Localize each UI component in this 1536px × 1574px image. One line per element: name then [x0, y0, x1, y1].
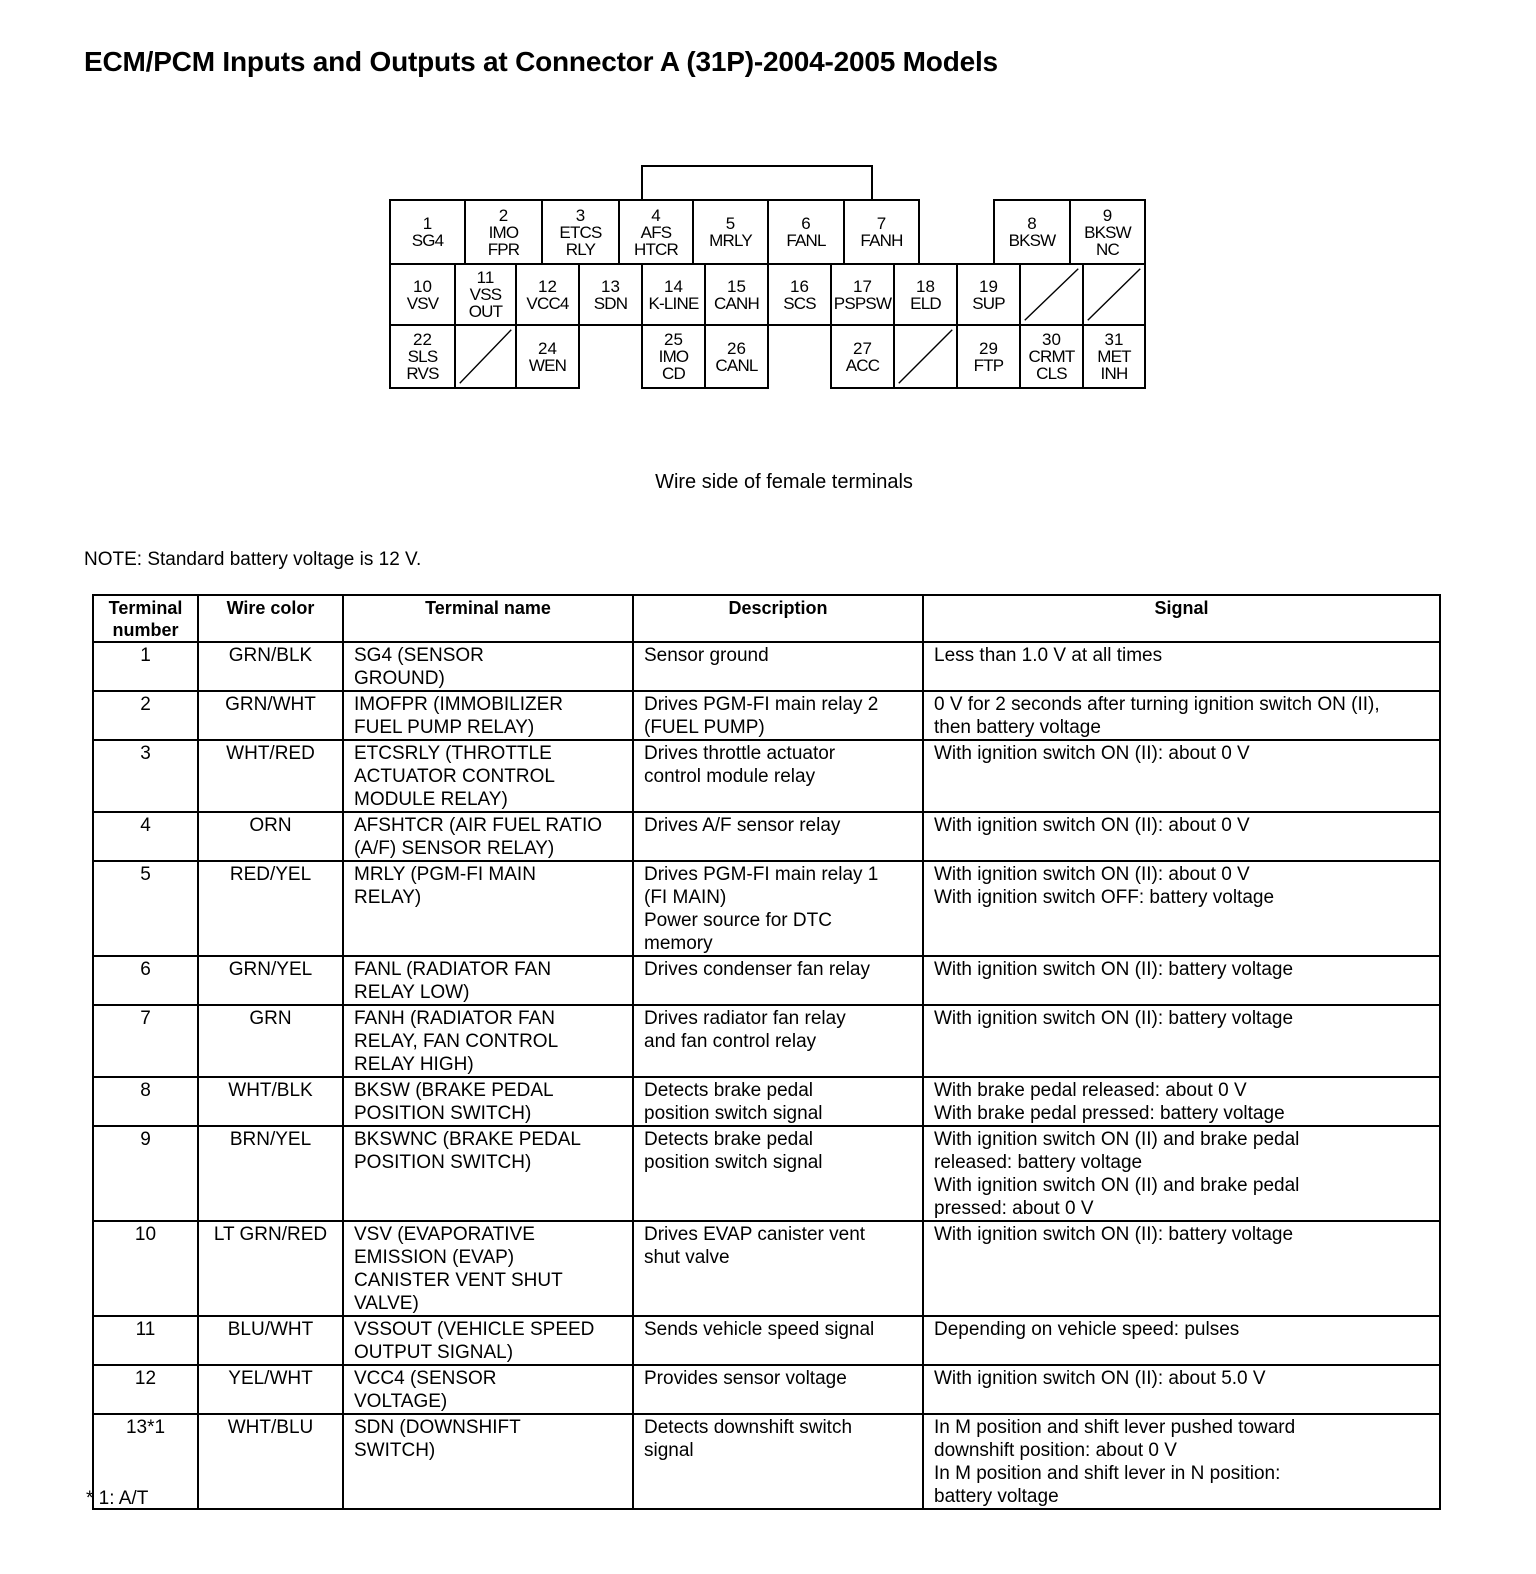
wire-color-cell: WHT/RED [198, 740, 343, 812]
signal-cell: With ignition switch ON (II): about 0 V With ignition switch OFF: battery voltage [923, 861, 1440, 956]
terminal-number-cell: 3 [93, 740, 198, 812]
connector-pin-10 [389, 263, 456, 326]
page-title: ECM/PCM Inputs and Outputs at Connector A (31P)-2004-2005 Models [84, 46, 998, 77]
table-row [93, 956, 1440, 1005]
pin-label: CANH [714, 293, 759, 313]
terminal-name-cell: BKSWNC (BRAKE PEDAL POSITION SWITCH) [343, 1126, 633, 1221]
pin-label: BKSW NC [1084, 222, 1131, 259]
pin-number: 6 [801, 214, 811, 233]
wire-color-cell: GRN [198, 1005, 343, 1077]
terminal-number-cell: 1 [93, 642, 198, 691]
terminal-name-cell: FANL (RADIATOR FAN RELAY LOW) [343, 956, 633, 1005]
connector-pin-26 [704, 324, 769, 389]
connector-pin-31 [1082, 324, 1146, 389]
pin-number: 27 [853, 338, 872, 358]
wire-color-cell: GRN/WHT [198, 691, 343, 740]
connector-pin-13 [578, 263, 643, 326]
wire-color-cell: LT GRN/RED [198, 1221, 343, 1316]
pin-label: FANH [860, 231, 903, 250]
description-cell: Drives condenser fan relay [633, 956, 923, 1005]
terminal-number-cell: 4 [93, 812, 198, 861]
terminal-name-cell: SDN (DOWNSHIFT SWITCH) [343, 1414, 633, 1509]
signal-cell: With ignition switch ON (II): battery voltage [923, 1221, 1440, 1316]
empty-slot-slash-icon [895, 326, 956, 387]
table-row [93, 1077, 1440, 1126]
wire-color-cell: BLU/WHT [198, 1316, 343, 1365]
terminal-number-cell: 10 [93, 1221, 198, 1316]
description-cell: Drives throttle actuator control module relay [633, 740, 923, 812]
table-row [93, 1316, 1440, 1365]
connector-pin-6 [767, 199, 845, 265]
terminal-number-cell: 6 [93, 956, 198, 1005]
wire-color-cell: BRN/YEL [198, 1126, 343, 1221]
terminal-name-cell: BKSW (BRAKE PEDAL POSITION SWITCH) [343, 1077, 633, 1126]
terminal-name-cell: VCC4 (SENSOR VOLTAGE) [343, 1365, 633, 1414]
description-cell: Sends vehicle speed signal [633, 1316, 923, 1365]
wire-color-cell: YEL/WHT [198, 1365, 343, 1414]
terminal-number-cell: 5 [93, 861, 198, 956]
connector-pin-19 [956, 263, 1021, 326]
pin-number: 4 [651, 205, 661, 225]
description-cell: Sensor ground [633, 642, 923, 691]
connector-pin-28-empty [893, 324, 958, 389]
connector-pin-17 [830, 263, 895, 326]
pin-number: 25 [664, 330, 683, 349]
pin-number: 3 [575, 205, 586, 225]
battery-voltage-note: NOTE: Standard battery voltage is 12 V. [84, 549, 422, 570]
pin-number: 2 [498, 205, 509, 225]
connector-caption: Wire side of female terminals [655, 471, 913, 493]
terminal-name-cell: ETCSRLY (THROTTLE ACTUATOR CONTROL MODULE RELAY) [343, 740, 633, 812]
terminal-table [92, 594, 1441, 1510]
connector-pin-29 [956, 324, 1021, 389]
description-cell: Drives A/F sensor relay [633, 812, 923, 861]
connector-pin-7 [843, 199, 920, 265]
connector-pin-24 [515, 324, 580, 389]
connector-pin-14 [641, 263, 706, 326]
pin-label: SDN [593, 293, 628, 313]
description-cell: Drives PGM-FI main relay 2 (FUEL PUMP) [633, 691, 923, 740]
table-row [93, 861, 1440, 956]
description-cell: Detects downshift switch signal [633, 1414, 923, 1509]
pin-label: SLS RVS [406, 347, 439, 383]
connector-key-tab [641, 165, 873, 201]
connector-pin-15 [704, 263, 769, 326]
table-row [93, 1126, 1440, 1221]
pin-label: IMO CD [658, 347, 689, 383]
pin-label: SG4 [411, 231, 444, 250]
table-row [93, 812, 1440, 861]
terminal-number-cell: 7 [93, 1005, 198, 1077]
pin-label: WEN [528, 355, 567, 375]
terminal-number-cell: 2 [93, 691, 198, 740]
pin-label: ELD [910, 293, 941, 313]
pin-label: VCC4 [526, 293, 569, 313]
pin-number: 16 [790, 276, 809, 296]
description-cell: Drives EVAP canister vent shut valve [633, 1221, 923, 1316]
pin-label: FANL [786, 231, 826, 250]
pin-label: MET INH [1097, 347, 1131, 383]
wire-color-cell: WHT/BLU [198, 1414, 343, 1509]
description-cell: Drives radiator fan relay and fan control relay [633, 1005, 923, 1077]
connector-pin-18 [893, 263, 958, 326]
pin-label: ETCS RLY [559, 222, 602, 259]
table-row [93, 1414, 1440, 1509]
header-description: Description [633, 595, 923, 642]
connector-diagram [0, 0, 1536, 420]
connector-pin-11 [454, 263, 517, 326]
pin-number: 14 [664, 276, 683, 296]
signal-cell: With ignition switch ON (II): about 0 V [923, 740, 1440, 812]
pin-number: 7 [876, 214, 887, 233]
header-terminal-number: Terminal number [93, 595, 198, 642]
connector-pin-2 [464, 199, 543, 265]
pin-number: 17 [853, 276, 872, 296]
table-row [93, 1221, 1440, 1316]
wire-color-cell: GRN/YEL [198, 956, 343, 1005]
signal-cell: In M position and shift lever pushed toward downshift position: about 0 V In M position and shift lever in N position: battery voltage [923, 1414, 1440, 1509]
wire-color-cell: ORN [198, 812, 343, 861]
pin-number: 31 [1104, 330, 1124, 349]
connector-pin-16 [767, 263, 832, 326]
connector-pin-30 [1019, 324, 1084, 389]
terminal-name-cell: IMOFPR (IMMOBILIZER FUEL PUMP RELAY) [343, 691, 633, 740]
header-wire-color: Wire color [198, 595, 343, 642]
table-header-row [93, 595, 1440, 642]
pin-label: FTP [973, 355, 1004, 375]
wire-color-cell: RED/YEL [198, 861, 343, 956]
terminal-number-cell: 9 [93, 1126, 198, 1221]
terminal-number-cell: 8 [93, 1077, 198, 1126]
connector-pin-4 [618, 199, 694, 265]
connector-pin-3 [541, 199, 620, 265]
table-row [93, 1365, 1440, 1414]
connector-pin-5 [692, 199, 769, 265]
header-signal: Signal [923, 595, 1440, 642]
pin-number: 15 [727, 276, 746, 296]
connector-pin-9 [1069, 199, 1146, 265]
wire-color-cell: WHT/BLK [198, 1077, 343, 1126]
pin-label: SCS [783, 293, 816, 313]
pin-number: 18 [916, 276, 935, 296]
terminal-number-cell: 12 [93, 1365, 198, 1414]
signal-cell: With ignition switch ON (II) and brake pedal released: battery voltage With ignition switch ON (II) and brake pedal pressed: about 0 V [923, 1126, 1440, 1221]
pin-number: 10 [413, 276, 432, 296]
pin-number: 24 [538, 338, 557, 358]
connector-pin-12 [515, 263, 580, 326]
pin-number: 13 [601, 276, 620, 296]
connector-pin-1 [389, 199, 466, 265]
pin-label: BKSW [1008, 231, 1056, 250]
pin-number: 19 [979, 276, 998, 296]
signal-cell: With ignition switch ON (II): about 0 V [923, 812, 1440, 861]
pin-label: MRLY [709, 231, 752, 250]
terminal-name-cell: VSSOUT (VEHICLE SPEED OUTPUT SIGNAL) [343, 1316, 633, 1365]
connector-pin-27 [830, 324, 895, 389]
signal-cell: With brake pedal released: about 0 V With brake pedal pressed: battery voltage [923, 1077, 1440, 1126]
connector-pin-25 [641, 324, 706, 389]
pin-label: ACC [845, 355, 880, 375]
pin-label: CRMT CLS [1028, 347, 1075, 383]
pin-number: 8 [1027, 214, 1037, 233]
signal-cell: Less than 1.0 V at all times [923, 642, 1440, 691]
signal-cell: 0 V for 2 seconds after turning ignition switch ON (II), then battery voltage [923, 691, 1440, 740]
pin-number: 9 [1102, 205, 1113, 225]
pin-number: 12 [538, 276, 557, 296]
pin-number: 1 [422, 214, 433, 233]
signal-cell: Depending on vehicle speed: pulses [923, 1316, 1440, 1365]
pin-label: IMO FPR [487, 222, 520, 259]
terminal-name-cell: AFSHTCR (AIR FUEL RATIO (A/F) SENSOR RELAY) [343, 812, 633, 861]
wire-color-cell: GRN/BLK [198, 642, 343, 691]
description-cell: Detects brake pedal position switch signal [633, 1077, 923, 1126]
pin-label: CANL [715, 355, 758, 375]
pin-label: VSS OUT [468, 285, 503, 321]
terminal-name-cell: MRLY (PGM-FI MAIN RELAY) [343, 861, 633, 956]
connector-pin-21-empty [1082, 263, 1146, 326]
table-row [93, 691, 1440, 740]
pin-label: VSV [406, 293, 439, 313]
pin-number: 5 [725, 214, 736, 233]
empty-slot-slash-icon [456, 326, 515, 387]
header-terminal-name: Terminal name [343, 595, 633, 642]
terminal-number-cell: 13*1 [93, 1414, 198, 1509]
pin-label: PSPSW [833, 293, 892, 313]
table-row [93, 1005, 1440, 1077]
table-row [93, 642, 1440, 691]
terminal-name-cell: FANH (RADIATOR FAN RELAY, FAN CONTROL RELAY HIGH) [343, 1005, 633, 1077]
description-cell: Provides sensor voltage [633, 1365, 923, 1414]
terminal-name-cell: VSV (EVAPORATIVE EMISSION (EVAP) CANISTER VENT SHUT VALVE) [343, 1221, 633, 1316]
description-cell: Detects brake pedal position switch signal [633, 1126, 923, 1221]
terminal-name-cell: SG4 (SENSOR GROUND) [343, 642, 633, 691]
pin-number: 29 [979, 338, 998, 358]
pin-label: SUP [972, 293, 1005, 313]
connector-pin-20-empty [1019, 263, 1084, 326]
pin-label: AFS HTCR [633, 222, 678, 259]
pin-number: 30 [1042, 330, 1061, 349]
pin-number: 11 [476, 268, 495, 287]
empty-slot-slash-icon [1084, 265, 1144, 324]
signal-cell: With ignition switch ON (II): about 5.0 V [923, 1365, 1440, 1414]
pin-number: 26 [727, 338, 746, 358]
connector-pin-22 [389, 324, 456, 389]
empty-slot-slash-icon [1021, 265, 1082, 324]
table-row [93, 740, 1440, 812]
pin-number: 22 [413, 330, 432, 349]
footnote: * 1: A/T [86, 1488, 149, 1509]
terminal-number-cell: 11 [93, 1316, 198, 1365]
connector-pin-8 [993, 199, 1071, 265]
signal-cell: With ignition switch ON (II): battery voltage [923, 1005, 1440, 1077]
pin-label: K-LINE [648, 293, 699, 313]
description-cell: Drives PGM-FI main relay 1 (FI MAIN) Power source for DTC memory [633, 861, 923, 956]
connector-pin-23-empty [454, 324, 517, 389]
signal-cell: With ignition switch ON (II): battery voltage [923, 956, 1440, 1005]
